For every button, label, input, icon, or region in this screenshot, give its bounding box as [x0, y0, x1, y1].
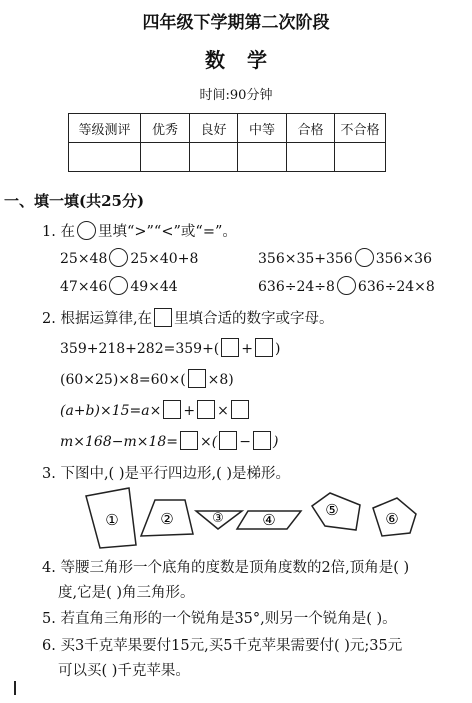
- shape-label: ⑤: [325, 501, 339, 519]
- q2-expr: (a+b)×15=a×: [60, 403, 162, 419]
- q2-expr: (60×25)×8=60×(: [60, 372, 186, 388]
- question-4-line-2: 度,它是( )角三角形。: [58, 585, 195, 601]
- question-5: 5. 若直角三角形的一个锐角是35°,则另一个锐角是( )。: [42, 611, 397, 627]
- q2-op: ×(: [200, 434, 218, 450]
- shape-label: ④: [262, 511, 276, 529]
- q1-expr: 636÷24×8: [357, 279, 435, 295]
- q1-prompt-start: 1. 在: [42, 224, 75, 240]
- q2-op: ): [272, 434, 279, 450]
- q1-expr: 636÷24÷8: [258, 279, 335, 295]
- exam-title: 四年级下学期第二次阶段: [142, 13, 330, 33]
- q1-expr: 356×35+356: [258, 251, 353, 267]
- grade-header-cell: 中等: [238, 114, 287, 143]
- question-3: 3. 下图中,( )是平行四边形,( )是梯形。: [42, 466, 291, 482]
- q2-op: −: [239, 434, 251, 450]
- q1-prompt-end: 里填“>”“<”或“=”。: [97, 224, 237, 240]
- q1-expr: 47×46: [60, 279, 108, 295]
- section-heading: 一、填一填(共25分): [4, 192, 145, 210]
- margin-mark: [14, 681, 16, 695]
- q2-op: ×: [217, 403, 229, 419]
- question-6-line-2: 可以买( )千克苹果。: [58, 663, 190, 679]
- shape-label: ②: [160, 510, 174, 528]
- q2-op: +: [241, 341, 254, 357]
- grade-header-cell: 等级测评: [69, 114, 141, 143]
- q2-op: ×8): [207, 372, 234, 388]
- q2-op: ): [275, 341, 281, 357]
- q2-prompt-end: 里填合适的数字或字母。: [174, 311, 334, 327]
- q2-expr: 359+218+282=359+(: [60, 341, 220, 357]
- question-4-line-1: 4. 等腰三角形一个底角的度数是顶角度数的2倍,顶角是( ): [42, 560, 410, 576]
- subject-title: 数学: [205, 48, 289, 72]
- q1-expr: 25×48: [60, 251, 108, 267]
- grade-header-cell: 不合格: [335, 114, 386, 143]
- shape-label: ③: [212, 511, 224, 526]
- grade-header-cell: 良好: [190, 114, 238, 143]
- q1-expr: 356×36: [375, 251, 432, 267]
- shape-label: ⑥: [385, 510, 399, 528]
- exam-time: 时间:90分钟: [199, 88, 273, 103]
- shape-label: ①: [105, 511, 119, 529]
- question-6-line-1: 6. 买3千克苹果要付15元,买5千克苹果需要付( )元;35元: [42, 638, 403, 654]
- q2-op: +: [183, 403, 196, 419]
- q2-prompt-start: 2. 根据运算律,在: [42, 311, 153, 327]
- grade-header-cell: 优秀: [141, 114, 190, 143]
- q2-expr: m×168−m×18=: [60, 434, 179, 450]
- q1-expr: 49×44: [130, 279, 178, 295]
- grade-header-cell: 合格: [287, 114, 335, 143]
- q1-expr: 25×40+8: [130, 251, 199, 267]
